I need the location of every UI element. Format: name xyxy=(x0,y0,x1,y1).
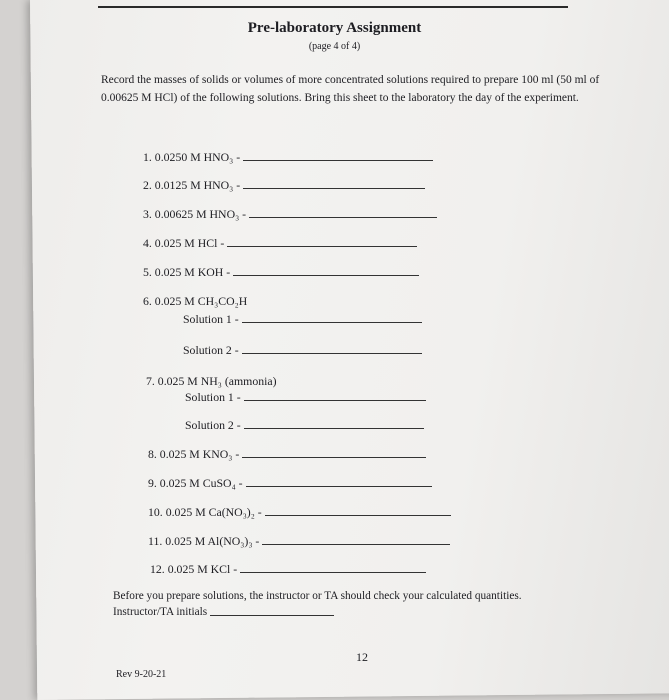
check-instruction: Before you prepare solutions, the instructor or TA should check your calculated quantities. xyxy=(113,590,522,602)
instructions: Record the masses of solids or volumes of more concentrated solutions required to prepare 100 ml (50 ml of 0.00625 M HCl) of the following solutions. Bring this sheet to the laboratory the day of the experiment. xyxy=(101,74,600,104)
answer-line[interactable] xyxy=(246,485,432,487)
revision-date: Rev 9-20-21 xyxy=(116,669,167,680)
item-11: 11. 0.025 M Al(NO₃)₃ - xyxy=(148,534,450,549)
answer-line[interactable] xyxy=(240,571,426,573)
answer-line[interactable] xyxy=(249,216,437,218)
answer-line[interactable] xyxy=(242,352,422,354)
item-9: 9. 0.025 M CuSO₄ - xyxy=(148,476,432,491)
answer-line[interactable] xyxy=(244,427,424,429)
page-indicator: (page 4 of 4) xyxy=(308,41,361,52)
item-10: 10. 0.025 M Ca(NO₃)₂ - xyxy=(148,505,451,520)
answer-line[interactable] xyxy=(244,399,426,401)
item-7-solution-1: Solution 1 - xyxy=(185,390,426,405)
item-2: 2. 0.0125 M HNO₃ - xyxy=(143,178,425,193)
item-7: 7. 0.025 M NH₃ (ammonia) xyxy=(146,374,277,388)
item-3: 3. 0.00625 M HNO₃ - xyxy=(143,207,437,222)
answer-line[interactable] xyxy=(262,543,450,545)
answer-line[interactable] xyxy=(242,456,426,458)
item-6-solution-2: Solution 2 - xyxy=(183,343,422,358)
item-6-solution-1: Solution 1 - xyxy=(183,312,422,327)
answer-line[interactable] xyxy=(243,159,433,161)
answer-line[interactable] xyxy=(227,245,417,247)
initials-line[interactable] xyxy=(210,614,334,616)
page-title: Pre-laboratory Assignment xyxy=(247,20,422,36)
item-12: 12. 0.025 M KCl - xyxy=(150,562,426,577)
initials-row xyxy=(113,604,593,620)
answer-line[interactable] xyxy=(242,321,422,323)
item-7-solution-2: Solution 2 - xyxy=(185,418,424,433)
top-rule xyxy=(98,6,568,8)
answer-line[interactable] xyxy=(233,274,419,276)
footer-note xyxy=(113,588,593,620)
answer-line[interactable] xyxy=(243,187,425,189)
item-4: 4. 0.025 M HCl - xyxy=(143,236,417,251)
answer-line[interactable] xyxy=(265,514,451,516)
item-1: 1. 0.0250 M HNO₃ - xyxy=(143,150,433,165)
page-number: 12 xyxy=(356,650,368,664)
item-8: 8. 0.025 M KNO₃ - xyxy=(148,447,426,462)
initials-label: Instructor/TA initials xyxy=(113,606,208,618)
item-5: 5. 0.025 M KOH - xyxy=(143,265,419,280)
item-6: 6. 0.025 M CH₃CO₂H xyxy=(143,294,248,308)
